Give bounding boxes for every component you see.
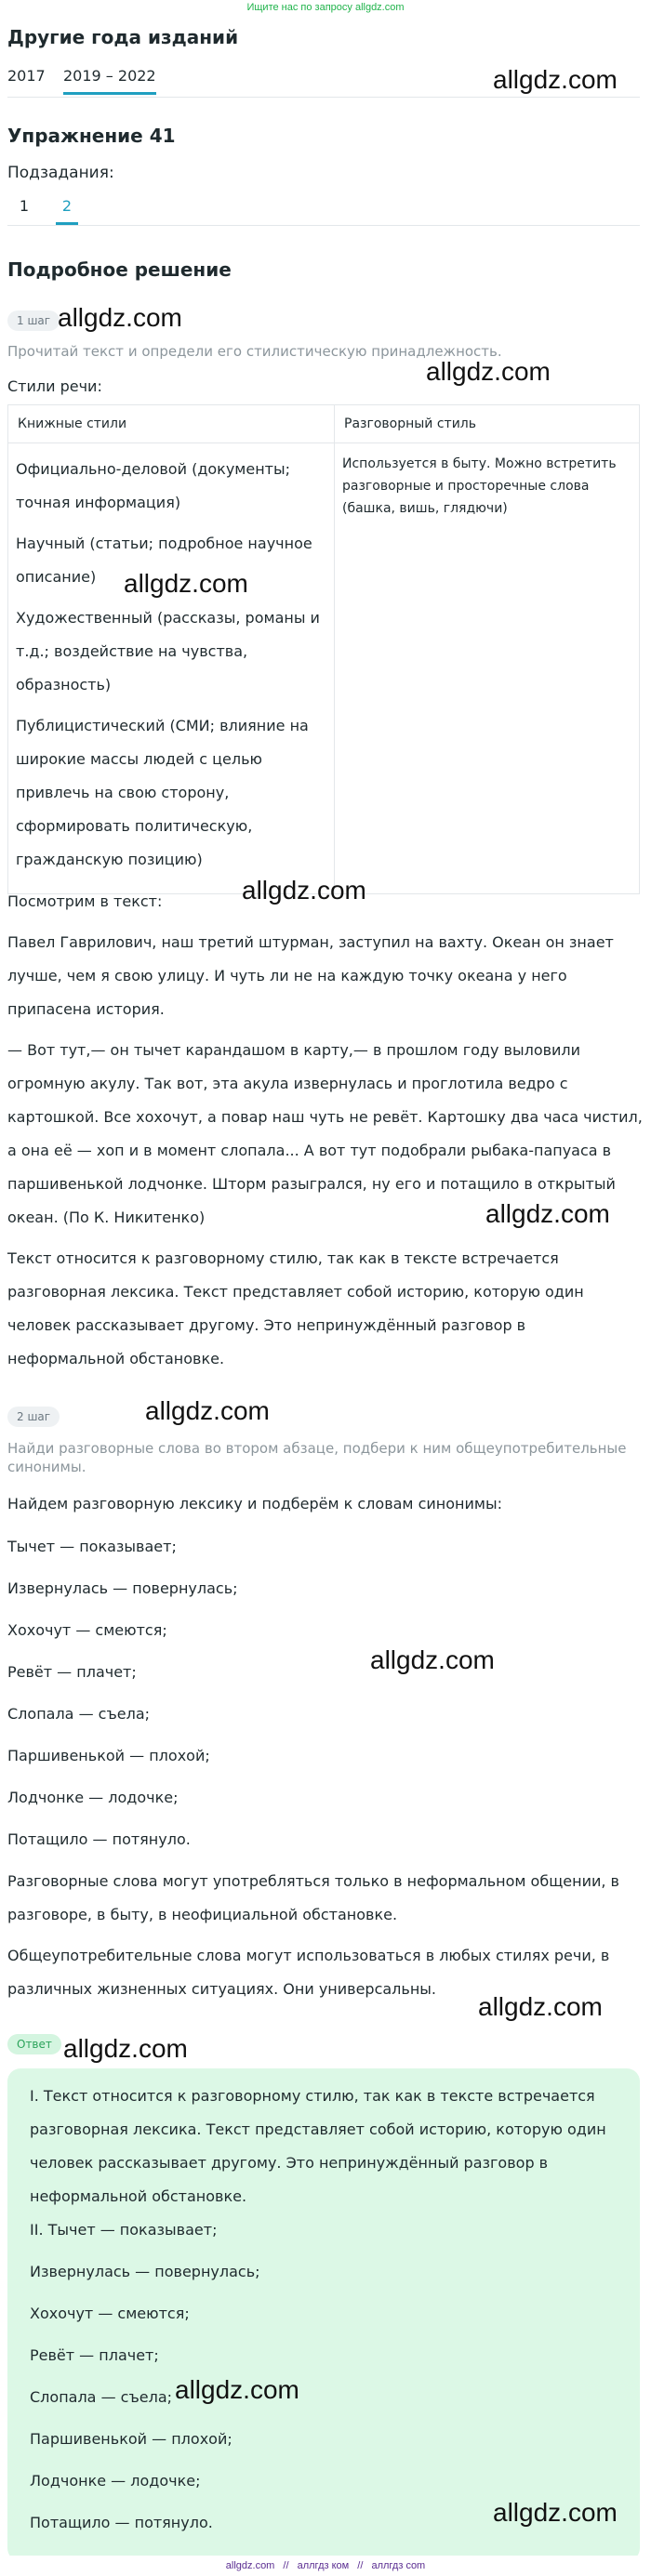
step-1-hint: Прочитай текст и определи его стилистическую принадлежность. — [7, 343, 502, 360]
step-2-intro: Найдем разговорную лексику и подберём к словам синонимы: — [7, 1495, 502, 1513]
speech-styles-table — [7, 404, 640, 894]
watermark: allgdz.com — [493, 65, 618, 94]
watermark: allgdz.com — [242, 876, 366, 905]
answer-box — [7, 2068, 640, 2561]
answer-pair-8: Потащило — потянуло. — [30, 2514, 213, 2531]
top-search-banner[interactable]: Ищите нас по запросу allgdz.com — [246, 2, 405, 13]
style-official: Официально-деловой (документы; точная информация) — [16, 460, 291, 511]
watermark: allgdz.com — [145, 1396, 270, 1425]
footer-link-1[interactable]: allgdz.com — [225, 2560, 275, 2571]
answer-pair-7: Лодчонке — лодочке; — [30, 2472, 201, 2490]
styles-label: Стили речи: — [7, 377, 102, 395]
style-scientific: Научный (статьи; подробное научное описание) — [16, 535, 312, 586]
pair-7: Лодчонке — лодочке; — [7, 1789, 179, 1806]
footer-links — [0, 2556, 651, 2576]
watermark: allgdz.com — [63, 2034, 188, 2063]
watermark: allgdz.com — [485, 1199, 610, 1228]
watermark: allgdz.com — [493, 2498, 618, 2527]
answer-pair-6: Паршивенькой — плохой; — [30, 2430, 232, 2448]
colloquial-description: Используется в быту. Можно встретить разговорные и просторечные слова (башка, вишь, глядючи) — [342, 456, 617, 516]
pair-1: Тычет — показывает; — [7, 1538, 177, 1555]
pair-6: Паршивенькой — плохой; — [7, 1747, 210, 1764]
year-tab-2019-2022[interactable]: 2019 – 2022 — [63, 67, 156, 95]
answer-pair-5: Слопала — съела; — [30, 2388, 173, 2406]
subtask-tab-2[interactable]: 2 — [56, 197, 78, 225]
answer-pair-2: Извернулась — повернулась; — [30, 2263, 260, 2280]
look-text-label: Посмотрим в текст: — [7, 892, 163, 910]
pair-8: Потащило — потянуло. — [7, 1830, 191, 1848]
style-journalistic: Публицистический (СМИ; влияние на широкие массы людей с целью привлечь на свою сторону, сформировать политическую, гражданскую позицию) — [16, 717, 309, 868]
answer-paragraph-1: I. Текст относится к разговорному стилю, так как в тексте встречается разговорная лексика. Текст представляет собой историю, которую один человек рассказывает другому. Это непринуждённый разговор в неформальной обстановке. — [30, 2087, 606, 2205]
answer-badge: Ответ — [7, 2034, 61, 2054]
answer-pair-4: Ревёт — плачет; — [30, 2346, 159, 2364]
step-2-hint: Найди разговорные слова во втором абзаце, подбери к ним общеупотребительные синонимы. — [7, 1440, 627, 1475]
solution-title: Подробное решение — [7, 258, 232, 281]
answer-pair-3: Хохочут — смеются; — [30, 2305, 190, 2322]
exercise-title: Упражнение 41 — [7, 125, 176, 147]
year-tab-2017[interactable]: 2017 — [7, 67, 46, 85]
step-2-note-2: Общеупотребительные слова могут использоваться в любых стилях речи, в различных жизненных ситуациях. Они универсальны. — [7, 1947, 610, 1998]
step-2-badge: 2 шаг — [7, 1407, 60, 1427]
bookish-styles-cell — [8, 443, 335, 894]
watermark: allgdz.com — [124, 569, 248, 598]
text-paragraph-1: Павел Гаврилович, наш третий штурман, заступил на вахту. Океан он знает лучше, чем я свою улицу. И чуть ли не на каждую точку океана у него припасена история. — [7, 933, 614, 1018]
footer-separator: // — [357, 2560, 364, 2571]
watermark: allgdz.com — [175, 2375, 299, 2404]
table-header-colloquial: Разговорный стиль — [335, 405, 640, 443]
subtasks-label: Подзадания: — [7, 164, 114, 182]
pair-4: Ревёт — плачет; — [7, 1663, 137, 1681]
pair-3: Хохочут — смеются; — [7, 1621, 167, 1639]
table-header-bookish: Книжные стили — [8, 405, 335, 443]
colloquial-style-cell — [335, 443, 640, 894]
footer-link-2[interactable]: аллгдз ком — [297, 2560, 350, 2571]
step-2-note-1: Разговорные слова могут употребляться только в неформальном общении, в разговоре, в быту, в неофициальной обстановке. — [7, 1872, 619, 1923]
pair-2: Извернулась — повернулась; — [7, 1579, 238, 1597]
style-artistic: Художественный (рассказы, романы и т.д.; воздействие на чувства, образность) — [16, 609, 320, 694]
watermark: allgdz.com — [370, 1645, 495, 1674]
watermark: allgdz.com — [58, 303, 182, 332]
watermark: allgdz.com — [426, 357, 551, 386]
pair-5: Слопала — съела; — [7, 1705, 151, 1723]
watermark: allgdz.com — [478, 1992, 603, 2021]
step-1-badge: 1 шаг — [7, 310, 60, 331]
text-paragraph-2: — Вот тут,— он тычет карандашом в карту,— в прошлом году выловили огромную акулу. Так вот, эта акула извернулась и проглотила ведро с картошкой. Все хохочут, а повар наш чуть не ревёт. Картошку два часа чистил, а она её — хоп и в момент слопала... А вот тут подобрали рыбака-папуаса в паршивенькой лодчонке. Шторм разыгрался, ну его и потащило в открытый океан. (По К. Никитенко) — [7, 1041, 643, 1226]
footer-separator: // — [283, 2560, 289, 2571]
subtask-tab-1[interactable]: 1 — [19, 197, 30, 215]
answer-pair-1: II. Тычет — показывает; — [30, 2221, 218, 2239]
other-years-title: Другие года изданий — [7, 26, 239, 48]
step-1-conclusion: Текст относится к разговорному стилю, так как в тексте встречается разговорная лексика. Текст представляет собой историю, которую один человек рассказывает другому. Это непринуждённый разговор в неформальной обстановке. — [7, 1249, 584, 1367]
footer-link-3[interactable]: аллгдз com — [371, 2560, 426, 2571]
subtask-tabs — [7, 195, 640, 226]
